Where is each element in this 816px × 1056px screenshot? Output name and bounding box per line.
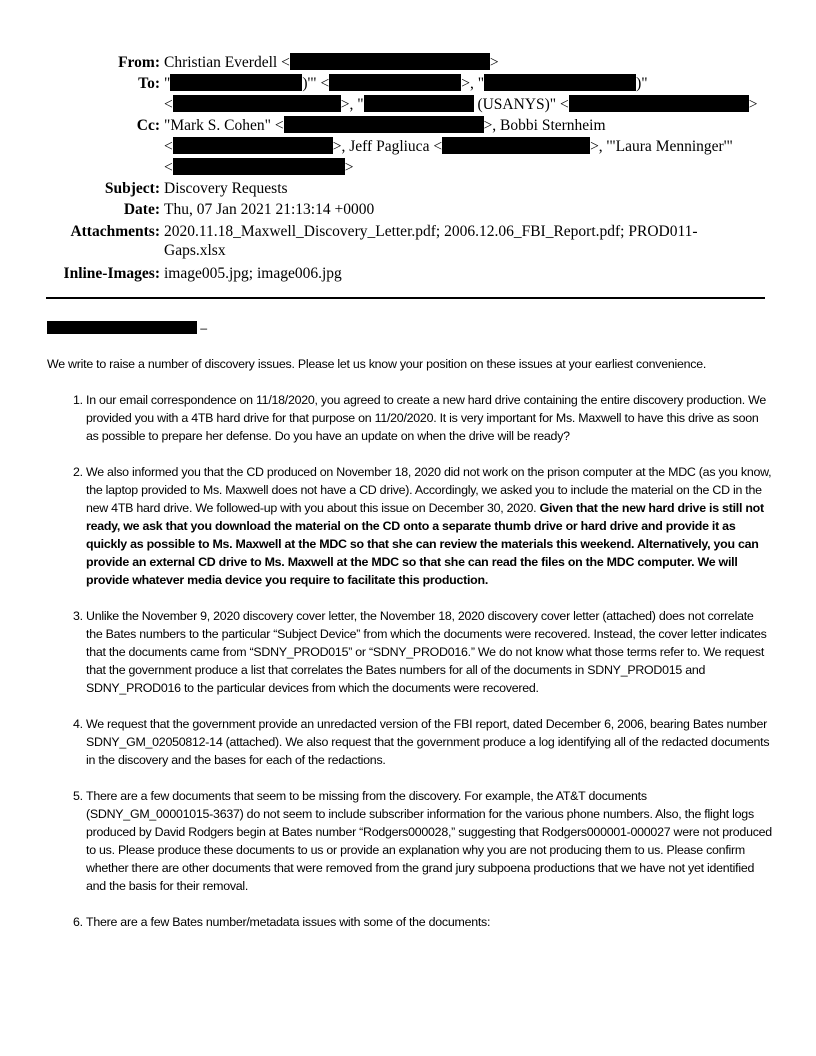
attachments-label: Attachments: [70,223,160,240]
from-label: From: [118,54,160,71]
list-item: 2. We also informed you that the CD produced on November 18, 2020 did not work on the prison computer at the MDC (as you know, the laptop provided to Ms. Maxwell does not have a CD drive). Accordingly, we asked you to include the material on the CD in the new 4TB hard drive. We followed-up with you about this issue on December 30, 2020. Given that the new hard drive is still not ready, we ask that you download the material on the CD onto a separate thumb drive or hard drive and provide it as quickly as possible to Ms. Maxwell at the MDC so that she can review the materials this weekend. Alternatively, you can provide an external CD drive to Ms. Maxwell at the MDC so that she can read the files on the MDC computer. We will provide whatever media device you require to facilitate this production. [86,463,772,589]
cc-bobbi: >, Bobbi Sternheim [483,117,606,134]
redaction [170,74,302,91]
intro-paragraph: We write to raise a number of discovery issues. Please let us know your position on these issues at your earliest convenience. [47,357,707,371]
email-body [47,319,772,949]
divider [46,297,765,299]
redaction [364,95,474,112]
redaction [173,95,341,112]
redaction [173,158,345,175]
redaction [290,53,490,70]
redaction [284,116,484,133]
cc-label: Cc: [136,117,160,134]
inline-images-value: image005.jpg; image006.jpg [164,265,342,282]
list-item: 4. We request that the government provide an unredacted version of the FBI report, dated December 6, 2006, bearing Bates number SDNY_GM_02050812-14 (attached). We also request that the government produce a log identifying all of the redacted documents in the discovery and the bases for each of the redactions. [86,715,772,769]
attachments-value: 2020.11.18_Maxwell_Discovery_Letter.pdf; 2006.12.06_FBI_Report.pdf; PROD011-Gaps.xlsx [164,223,698,259]
subject-row [0,178,816,199]
email-header [0,52,816,284]
to-row: To: " )'" < >, " )" < >, " (USANYS)" < > [0,73,816,115]
salutation: – [47,319,772,337]
to-label: To: [138,75,160,92]
subject-value: Discovery Requests [164,180,288,197]
cc-mark: "Mark S. Cohen" < [164,117,284,134]
list-item: 5. There are a few documents that seem to be missing from the discovery. For example, the AT&T documents (SDNY_GM_00001015-3637) do not seem to include subscriber information for the various phone numbers. Also, the flight logs produced by David Rodgers begin at Bates number “Rodgers000028,” suggesting that Rodgers000001-000027 were not produced to us. Please produce these documents to us or provide an explanation why you are not producing them to us. Please confirm whether there are other documents that were removed from the grand jury subpoena productions that we have not yet identified and the basis for their removal. [86,787,772,895]
from-row: From: Christian Everdell < > [0,52,816,73]
subject-label: Subject: [104,180,160,197]
redaction [569,95,749,112]
issue-list [47,391,772,931]
cc-row: Cc: "Mark S. Cohen" < >, Bobbi Sternheim < >, Jeff Pagliuca < >, '"Laura Menninger'" < > [0,115,816,178]
cc-laura: >, '"Laura Menninger'" [590,138,733,155]
date-value: Thu, 07 Jan 2021 21:13:14 +0000 [164,201,375,218]
cc-jeff: >, Jeff Pagliuca < [332,138,443,155]
list-item: 1. In our email correspondence on 11/18/2020, you agreed to create a new hard drive containing the entire discovery production. We provided you with a 4TB hard drive for that purpose on 11/20/2020. It is very important for Ms. Maxwell to have this drive as soon as possible to prepare her defense. Do you have an update on when the drive will be ready? [86,391,772,445]
redaction [329,74,461,91]
inline-images-row [0,263,816,284]
date-label: Date: [123,201,160,218]
inline-images-label: Inline-Images: [63,265,160,282]
from-value: Christian Everdell < [164,54,290,71]
redaction [47,321,197,334]
redaction [173,137,333,154]
date-row [0,199,816,220]
redaction [484,74,636,91]
to-usanys: (USANYS)" < [473,96,569,113]
redaction [442,137,590,154]
attachments-row [0,222,816,260]
list-item: 3. Unlike the November 9, 2020 discovery cover letter, the November 18, 2020 discovery cover letter (attached) does not correlate the Bates numbers to the particular “Subject Device” from which the documents were recovered. Instead, the cover letter indicates that the documents came from “SDNY_PROD015” or “SDNY_PROD016.” We do not know what those terms refer to. We request that the government produce a list that correlates the Bates numbers for all of the documents in SDNY_PROD015 and SDNY_PROD016 to the particular devices from which the documents were recovered. [86,607,772,697]
list-item: 6. There are a few Bates number/metadata issues with some of the documents: [86,913,772,931]
